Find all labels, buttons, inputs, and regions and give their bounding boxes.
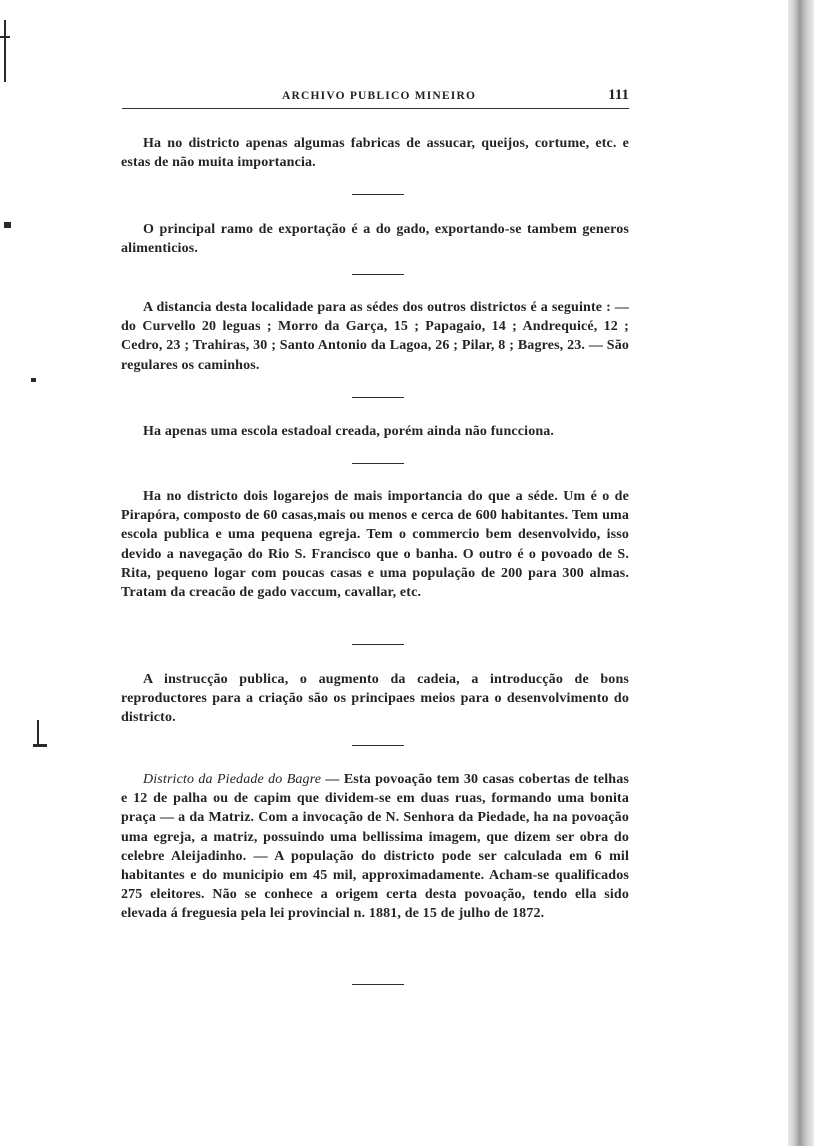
paragraph-text: — Esta povoação tem 30 casas cobertas de telhas e 12 de palha ou de capim que dividem-se em duas ruas, formando uma bonita praça — a da Matriz. Com a invocação de N. Senhora da Piedade, ha na povoação uma egreja, a matriz, possuindo uma bellissima imagem, que dizem ser obra do celebre Aleijadinho. — A população do districto pode ser calculada em 6 mil habitantes e do municipio em 45 mil, approximadamente. Acham-se qualificados 275 eleitores. Não se conhece a origem certa desta povoação, tendo ella sido elevada á freguesia pela lei provincial n. 1881, de 15 de julho de 1872. bbox=[121, 772, 629, 922]
scan-margin-mark bbox=[4, 20, 6, 82]
paragraph bbox=[121, 134, 629, 172]
scan-page-edge bbox=[788, 0, 814, 1146]
section-separator bbox=[352, 194, 404, 195]
paragraph bbox=[121, 298, 629, 375]
scan-margin-mark bbox=[4, 222, 11, 228]
paragraph-text: A instrucção publica, o augmento da cadeia, a introducção de bons reproductores para a criação são os principaes meios para o desenvolvimento do districto. bbox=[121, 672, 629, 726]
paragraph-text: A distancia desta localidade para as sédes dos outros districtos é a seguinte : — do Curvello 20 leguas ; Morro da Garça, 15 ; Papagaio, 14 ; Andrequicé, 12 ; Cedro, 23 ; Trahiras, 30 ; Santo Antonio da Lagoa, 26 ; Pilar, 8 ; Bagres, 23. — São regulares os caminhos. bbox=[121, 300, 629, 373]
paragraph bbox=[121, 422, 629, 441]
scan-margin-mark bbox=[31, 378, 36, 382]
scan-margin-mark bbox=[0, 36, 10, 38]
section-separator bbox=[352, 644, 404, 645]
section-separator bbox=[352, 397, 404, 398]
paragraph bbox=[121, 220, 629, 258]
paragraph bbox=[121, 670, 629, 728]
scan-margin-mark bbox=[33, 744, 47, 747]
section-separator bbox=[352, 274, 404, 275]
paragraph-text: Ha no districto apenas algumas fabricas de assucar, queijos, cortume, etc. e estas de não muita importancia. bbox=[121, 136, 629, 171]
section-separator bbox=[352, 984, 404, 985]
scan-margin-mark bbox=[37, 720, 39, 746]
section-separator bbox=[352, 463, 404, 464]
paragraph bbox=[121, 770, 629, 924]
paragraph bbox=[121, 487, 629, 602]
section-heading-italic: Districto da Piedade do Bagre bbox=[143, 772, 322, 787]
section-separator bbox=[352, 745, 404, 746]
running-header bbox=[122, 86, 629, 109]
running-title: ARCHIVO PUBLICO MINEIRO bbox=[282, 90, 477, 102]
page-number: 111 bbox=[608, 87, 629, 103]
paragraph-text: O principal ramo de exportação é a do gado, exportando-se tambem generos alimenticios. bbox=[121, 222, 629, 257]
paragraph-text: Ha apenas uma escola estadoal creada, porém ainda não funcciona. bbox=[143, 424, 555, 439]
paragraph-text: Ha no districto dois logarejos de mais importancia do que a séde. Um é o de Pirapóra, composto de 60 casas,mais ou menos e cerca de 600 habitantes. Tem uma escola publica e uma pequena egreja. Tem o commercio bem desenvolvido, isso devido a navegação do Rio S. Francisco que o banha. O outro é o povoado de S. Rita, pequeno logar com poucas casas e uma população de 200 para 300 almas. Tratam da creacão de gado vaccum, cavallar, etc. bbox=[121, 489, 629, 601]
